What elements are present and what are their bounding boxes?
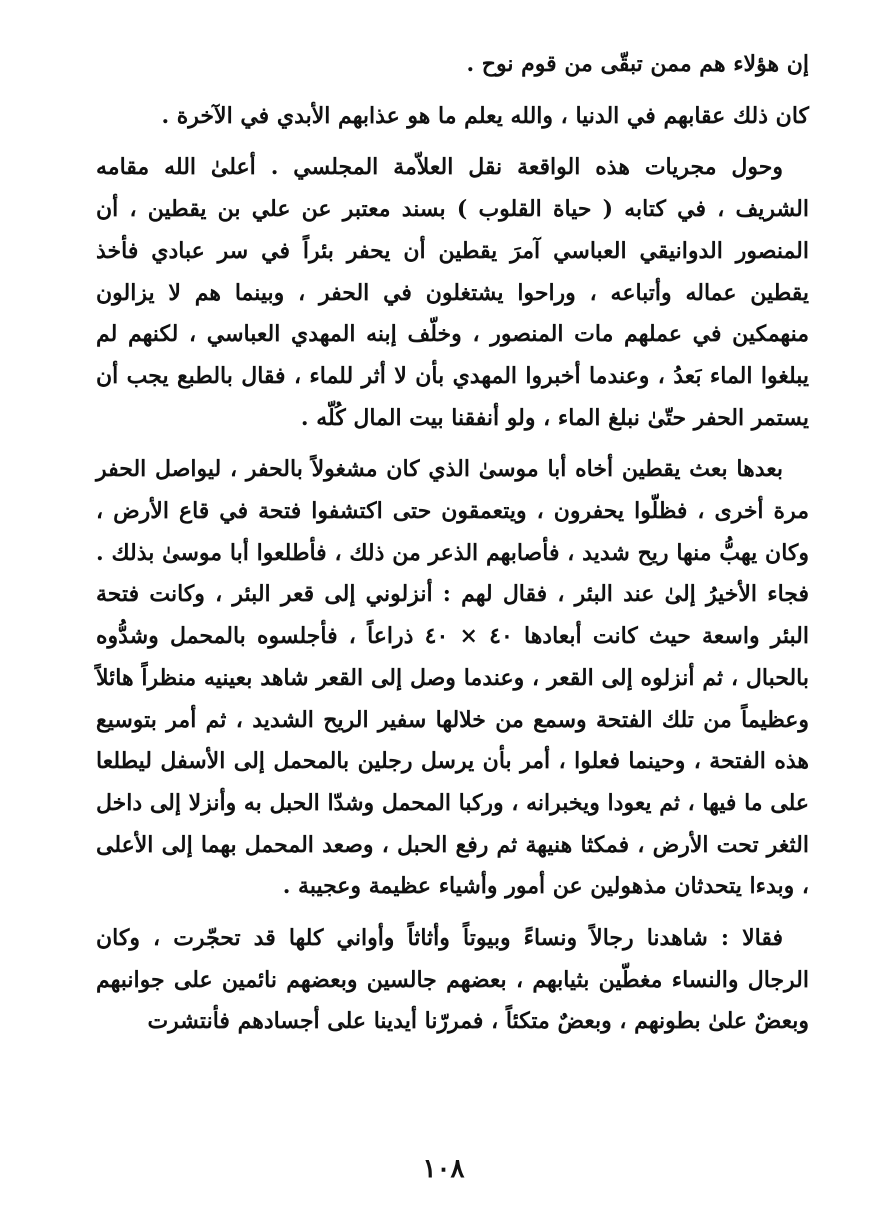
paragraph-gap — [96, 439, 809, 449]
paragraph-4: بعدها بعث يقطين أخاه أبا موسىٰ الذي كان مشغولاً بالحفر ، ليواصل الحفر مرة أخرى ، فظلّوا يحفرون ، ويتعمقون حتى اكتشفوا فتحة في قاع الأرض ، وكان يهبُّ منها ريح شديد ، فأصابهم الذعر من ذلك ، فأطلعوا أبا موسىٰ بذلك . فجاء الأخيرُ إلىٰ عند البئر ، فقال لهم : أنزلوني إلى قعر البئر ، وكانت فتحة البئر واسعة حيث كانت أبعادها ٤٠ × ٤٠ ذراعاً ، فأجلسوه بالمحمل وشدُّوه بالحبال ، ثم أنزلوه إلى القعر ، وعندما وصل إلى القعر شاهد بعينيه منظراً هائلاً وعظيماً من تلك الفتحة وسمع من خلالها سفير الريح الشديد ، ثم أمر بتوسيع هذه الفتحة ، وحينما فعلوا ، أمر بأن يرسل رجلين بالمحمل إلى الأسفل ليطلعا على ما فيها ، ثم يعودا ويخبرانه ، وركبا المحمل وشدّا الحبل به وأنزلا إلى داخل الثغر تحت الأرض ، فمكثا هنيهة ثم رفع الحبل ، وصعد المحمل بهما إلى الأعلى ، وبدءا يتحدثان مذهولين عن أمور وأشياء عظيمة وعجيبة . — [96, 456, 809, 900]
paragraph-gap — [96, 86, 809, 96]
paragraph-5: فقالا : شاهدنا رجالاً ونساءً وبيوتاً وأثاثاً وأواني كلها قد تحجّرت ، وكان الرجال والنساء مغطّين بثيابهم ، بعضهم جالسين وبعضهم نائمين على جوانبهم وبعضٌ علىٰ بطونهم ، وبعضٌ متكئاً ، فمررّنا أيدينا على أجسادهم فأنتشرت — [96, 925, 810, 1035]
page-number: ١٠٨ — [422, 1154, 465, 1184]
paragraph-3: وحول مجريات هذه الواقعة نقل العلاّمة المجلسي . أعلىٰ الله مقامه الشريف ، في كتابه ( حياة القلوب ) بسند معتبر عن علي بن يقطين ، أن المنصور الدوانيقي العباسي آمرَ يقطين أن يحفر بئراً في سر عبادي فأخذ يقطين عماله وأتباعه ، وراحوا يشتغلون في الحفر ، وبينما هم لا يزالون منهمكين في عملهم مات المنصور ، وخلّف إبنه المهدي العباسي ، لكنهم لم يبلغوا الماء بَعدُ ، وعندما أخبروا المهدي بأن لا أثر للماء ، فقال بالطبع يجب أن يستمر الحفر حتّىٰ نبلغ الماء ، ولو أنفقنا بيت المال كُلّه . — [96, 154, 809, 431]
paragraph-gap — [96, 137, 809, 147]
paragraph-1: إن هؤلاء هم ممن تبقّى من قوم نوح . — [466, 51, 809, 77]
page-body-text — [96, 44, 809, 1043]
paragraph-2: كان ذلك عقابهم في الدنيا ، والله يعلم ما هو عذابهم الأبدي في الآخرة . — [161, 102, 809, 129]
paragraph-gap — [96, 908, 809, 918]
